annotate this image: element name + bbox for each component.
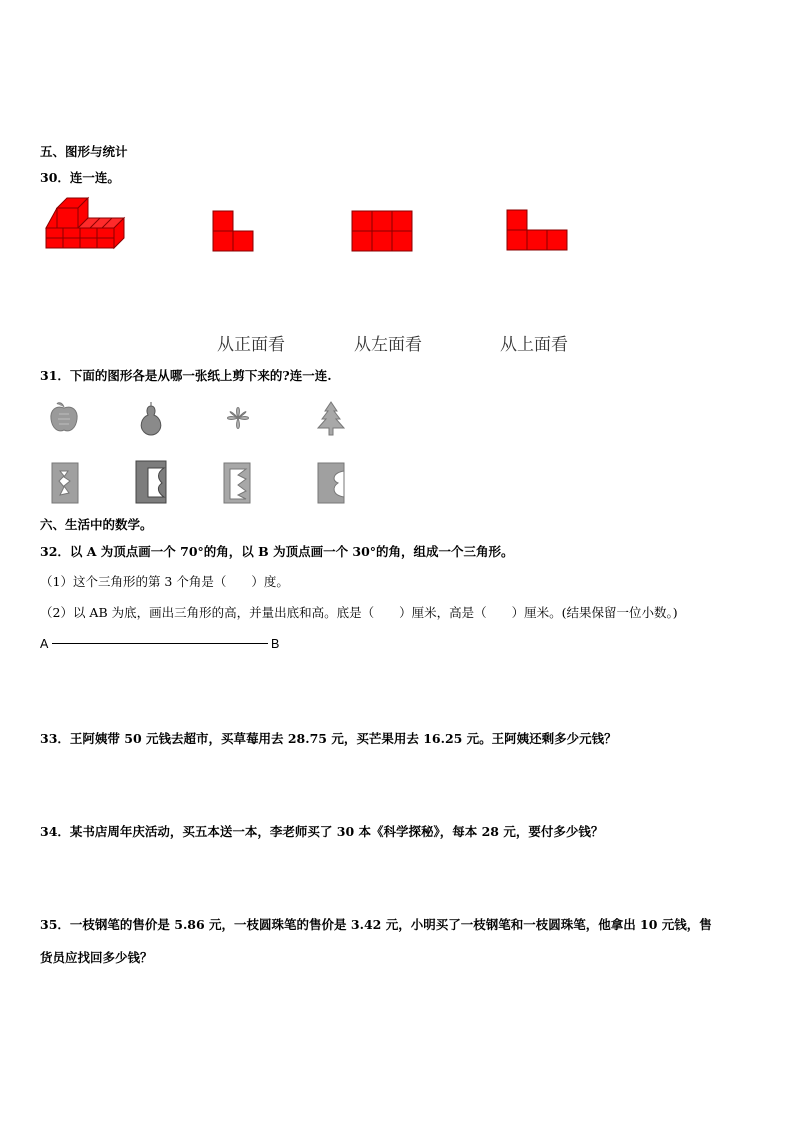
question-34-text: 34．某书店周年庆活动，买五本送一本，李老师买了 30 本《科学探秘》，每本 28 元，要付多少钱？ <box>40 824 604 839</box>
gourd-icon <box>138 402 164 436</box>
view-figure-long-l-shape <box>507 210 569 252</box>
point-b-label: B <box>271 637 280 651</box>
cube-solid-figure <box>40 195 130 265</box>
view-figure-l-shape <box>213 211 255 253</box>
paper-sheet-2 <box>136 461 168 503</box>
apple-icon <box>50 402 78 434</box>
question-32-sub-2: （2）以 AB 为底，画出三角形的高，并量出底和高。底是（ ）厘米，高是（ ）厘米。(结果保留一位小数。) <box>40 605 678 620</box>
paper-sheet-1 <box>52 463 80 503</box>
point-a-label: A <box>40 637 49 651</box>
question-35-line-2: 货员应找回多少钱？ <box>40 950 153 965</box>
view-label-front: 从正面看 <box>217 335 285 355</box>
question-32-sub-1: （1）这个三角形的第 3 个角是（ ）度。 <box>40 574 289 589</box>
question-30-text: 30．连一连。 <box>40 170 120 185</box>
view-label-left: 从左面看 <box>354 335 422 355</box>
segment-ab <box>52 643 268 644</box>
section-title-life-math: 六、生活中的数学。 <box>40 517 153 532</box>
flower-icon <box>221 402 255 434</box>
question-33-text: 33．王阿姨带 50 元钱去超市，买草莓用去 28.75 元，买芒果用去 16.25 元。王阿姨还剩多少元钱？ <box>40 731 617 746</box>
question-32-text: 32．以 A 为顶点画一个 70°的角，以 B 为顶点画一个 30°的角，组成一个三角形。 <box>40 544 514 559</box>
question-35-line-1: 35．一枝钢笔的售价是 5.86 元，一枝圆珠笔的售价是 3.42 元，小明买了一枝钢笔和一枝圆珠笔，他拿出 10 元钱，售 <box>40 917 712 932</box>
paper-sheet-4 <box>318 463 346 503</box>
tree-icon <box>316 402 346 436</box>
section-title-graphics: 五、图形与统计 <box>40 144 128 159</box>
paper-sheet-3 <box>224 463 252 503</box>
question-31-text: 31．下面的图形各是从哪一张纸上剪下来的?连一连. <box>40 368 332 383</box>
view-label-top: 从上面看 <box>500 335 568 355</box>
view-figure-rectangle <box>352 211 414 253</box>
